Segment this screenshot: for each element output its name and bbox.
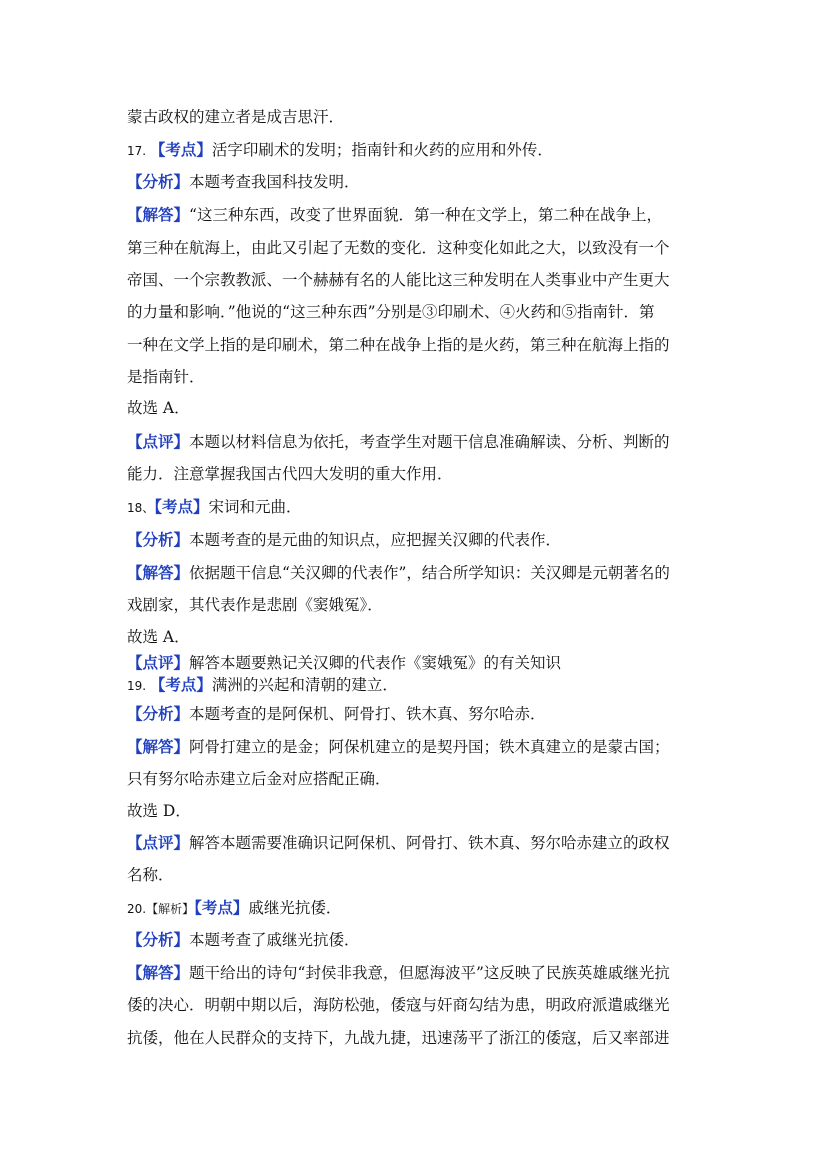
text-line: 帝国、一个宗教教派、一个赫赫有名的人能比这三种发明在人类事业中产生更大 [127, 271, 670, 289]
text-line: 是指南针． [127, 368, 205, 386]
question-17-kaodian [127, 140, 553, 161]
kaodian-tag: 【考点】 [154, 497, 209, 516]
answer-choice: 故选 D． [127, 802, 191, 820]
text-line: 一种在文学上指的是印刷术，第二种在战争上指的是火药，第三种在航海上指的 [127, 336, 670, 354]
answer-choice: 故选 A． [127, 628, 190, 646]
question-17-dianping [127, 432, 670, 452]
question-20-fenxi [127, 930, 360, 950]
question-number: 19. [127, 679, 150, 693]
question-20-kaodian [127, 898, 341, 919]
question-17-fenxi [127, 172, 360, 192]
question-18-fenxi [127, 530, 561, 550]
text-line: 倭的决心．明朝中期以后，海防松弛，倭寇与奸商勾结为患，明政府派遣戚继光 [127, 996, 670, 1014]
jieda-text: 依据题干信息“关汉卿的代表作”，结合所学知识：关汉卿是元朝著名的 [189, 564, 670, 582]
dianping-text: 解答本题需要准确识记阿保机、阿骨打、铁木真、努尔哈赤建立的政权 [189, 834, 670, 852]
text-line: 能力．注意掌握我国古代四大发明的重大作用． [127, 465, 453, 483]
fenxi-text: 本题考查我国科技发明． [189, 173, 360, 191]
text-line: 只有努尔哈赤建立后金对应搭配正确． [127, 770, 391, 788]
kaodian-tag: 【考点】 [149, 140, 212, 159]
fenxi-tag: 【分析】 [127, 172, 190, 191]
fenxi-text: 本题考查的是阿保机、阿骨打、铁木真、努尔哈赤． [189, 705, 546, 723]
jieda-tag: 【解答】 [127, 737, 190, 756]
jieda-tag: 【解答】 [127, 563, 190, 582]
fenxi-tag: 【分析】 [127, 930, 190, 949]
kaodian-text: 活字印刷术的发明；指南针和火药的应用和外传． [211, 141, 553, 159]
kaodian-tag: 【考点】 [149, 675, 212, 694]
text-line: 蒙古政权的建立者是成吉思汗． [127, 108, 345, 126]
question-20-jieda [127, 963, 670, 983]
kaodian-text: 宋词和元曲． [208, 498, 302, 516]
dianping-tag: 【点评】 [127, 833, 190, 852]
kaodian-tag: 【考点】 [194, 898, 249, 917]
text-line: 的力量和影响．”他说的“这三种东西”分别是③印刷术、④火药和⑤指南针．第 [127, 303, 655, 321]
question-19-jieda [127, 737, 670, 757]
jieda-text: 阿骨打建立的是金；阿保机建立的是契丹国；铁木真建立的是蒙古国； [189, 738, 670, 756]
kaodian-text: 戚继光抗倭． [248, 899, 342, 917]
text-line: 戏剧家，其代表作是悲剧《窦娥冤》． [127, 596, 383, 614]
question-18-jieda [127, 563, 670, 583]
question-number: 20. [127, 902, 147, 916]
question-17-jieda [127, 205, 662, 225]
text-line: 抗倭，他在人民群众的支持下，九战九捷，迅速荡平了浙江的倭寇，后又率部进 [127, 1029, 670, 1047]
jieda-text: “这三种东西，改变了世界面貌．第一种在文学上，第二种在战争上， [189, 206, 662, 224]
dianping-text: 本题以材料信息为依托，考查学生对题干信息准确解读、分析、判断的 [189, 433, 670, 451]
dianping-tag: 【点评】 [127, 653, 190, 672]
text-line: 名称． [127, 866, 174, 884]
question-19-fenxi [127, 704, 546, 724]
question-18-dianping [127, 653, 561, 673]
fenxi-text: 本题考查了戚继光抗倭． [189, 931, 360, 949]
fenxi-text: 本题考查的是元曲的知识点，应把握关汉卿的代表作． [189, 531, 562, 549]
dianping-tag: 【点评】 [127, 432, 190, 451]
question-19-dianping [127, 833, 670, 853]
question-number: 17. [127, 144, 150, 158]
question-number: 18、 [127, 501, 155, 515]
fenxi-tag: 【分析】 [127, 530, 190, 549]
dianping-text: 解答本题要熟记关汉卿的代表作《窦娥冤》的有关知识 [189, 654, 562, 672]
question-18-kaodian [127, 497, 302, 518]
text-line: 第三种在航海上，由此又引起了无数的变化．这种变化如此之大，以致没有一个 [127, 239, 670, 257]
jiexi-tag: 【解析】 [146, 902, 195, 916]
jieda-text: 题干给出的诗句“封侯非我意，但愿海波平”这反映了民族英雄戚继光抗 [189, 964, 670, 982]
answer-choice: 故选 A． [127, 399, 190, 417]
fenxi-tag: 【分析】 [127, 704, 190, 723]
kaodian-text: 满洲的兴起和清朝的建立． [211, 676, 398, 694]
jieda-tag: 【解答】 [127, 963, 190, 982]
question-19-kaodian [127, 675, 398, 696]
jieda-tag: 【解答】 [127, 205, 190, 224]
